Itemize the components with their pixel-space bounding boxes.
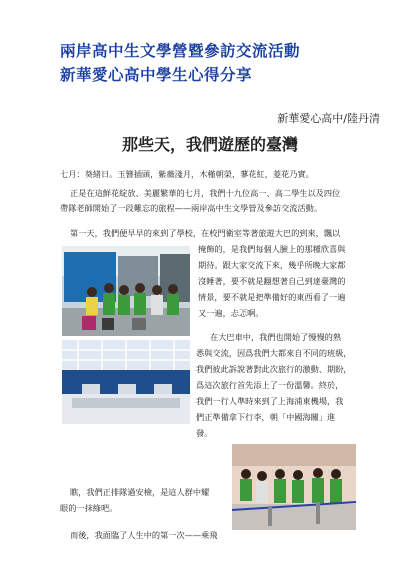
paragraph-3-line-3: 期待。跟大家交流下來，幾乎所晚大家都 (198, 260, 346, 270)
paragraph-1: 七月：葵緒日。玉簪插頭，紫薇淺月，木槿朝榮，蓼花紅，菱花乃實。 (60, 169, 314, 179)
paragraph-4-line-2: 悉與交流，因爲我們大都來自不同的班級， (196, 348, 352, 358)
paragraph-4-line-1: 在大巴車中，我們也開始了慢慢的熟 (210, 332, 342, 342)
paragraph-2-line-2: 帶隊老師開始了一段難忘的旅程——兩岸高中生文學營及參訪交流活動。 (60, 203, 323, 213)
author-line: 新華愛心高中/陸丹清 (277, 112, 380, 125)
paragraph-4-line-5: 我們一行人準時來到了上海浦東機場，我 (196, 396, 344, 406)
paragraph-4-line-7: 發。 (196, 428, 213, 438)
header-title-line1: 兩岸高中生文學營暨參訪交流活動 (60, 41, 301, 60)
paragraph-3-line-1: 第一天，我們便早早的來到了學校，在校門衛室等著旅遊大巴的到來，飄以 (70, 228, 341, 238)
header-title-line2: 新華愛心高中學生心得分享 (60, 65, 253, 84)
paragraph-3-line-2: 掩飾的，是我們每個人臉上的那種欣喜與 (198, 244, 346, 254)
photo-students-at-bus (62, 246, 190, 336)
paragraph-3-line-4: 沒睡著，要不就是翻想著自己到達臺灣的 (198, 276, 346, 286)
paragraph-5-line-1: 瞧，我們正排隊過安檢，是這人群中耀 (70, 487, 210, 497)
photo-security-queue (232, 444, 356, 530)
paragraph-3-line-5: 情景，要不就是把準備好的東西看了一遍 (198, 292, 346, 302)
paragraph-4-line-3: 我們彼此訴說著對此次旅行的激動、期盼， (196, 364, 352, 374)
paragraph-4-line-4: 爲這次旅行首先添上了一份溫馨。終於， (196, 380, 344, 390)
photo-airport-hall (62, 340, 190, 424)
paragraph-6: 而後，我面臨了人生中的第一次——乘飛 (70, 530, 218, 540)
article-title: 那些天，我們遊歷的臺灣 (121, 135, 298, 154)
paragraph-2-line-1: 正是在這鮮花綻放、美麗繁華的七月，我們十九位高一、高二學生以及四位 (70, 188, 341, 198)
paragraph-3-line-6: 又一遍，忐忑啊。 (198, 308, 264, 318)
paragraph-4-line-6: 們正準備拿下行李，朝「中國海關」進 (196, 412, 336, 422)
paragraph-5-line-2: 眼的一抹綠吧。 (60, 503, 118, 513)
